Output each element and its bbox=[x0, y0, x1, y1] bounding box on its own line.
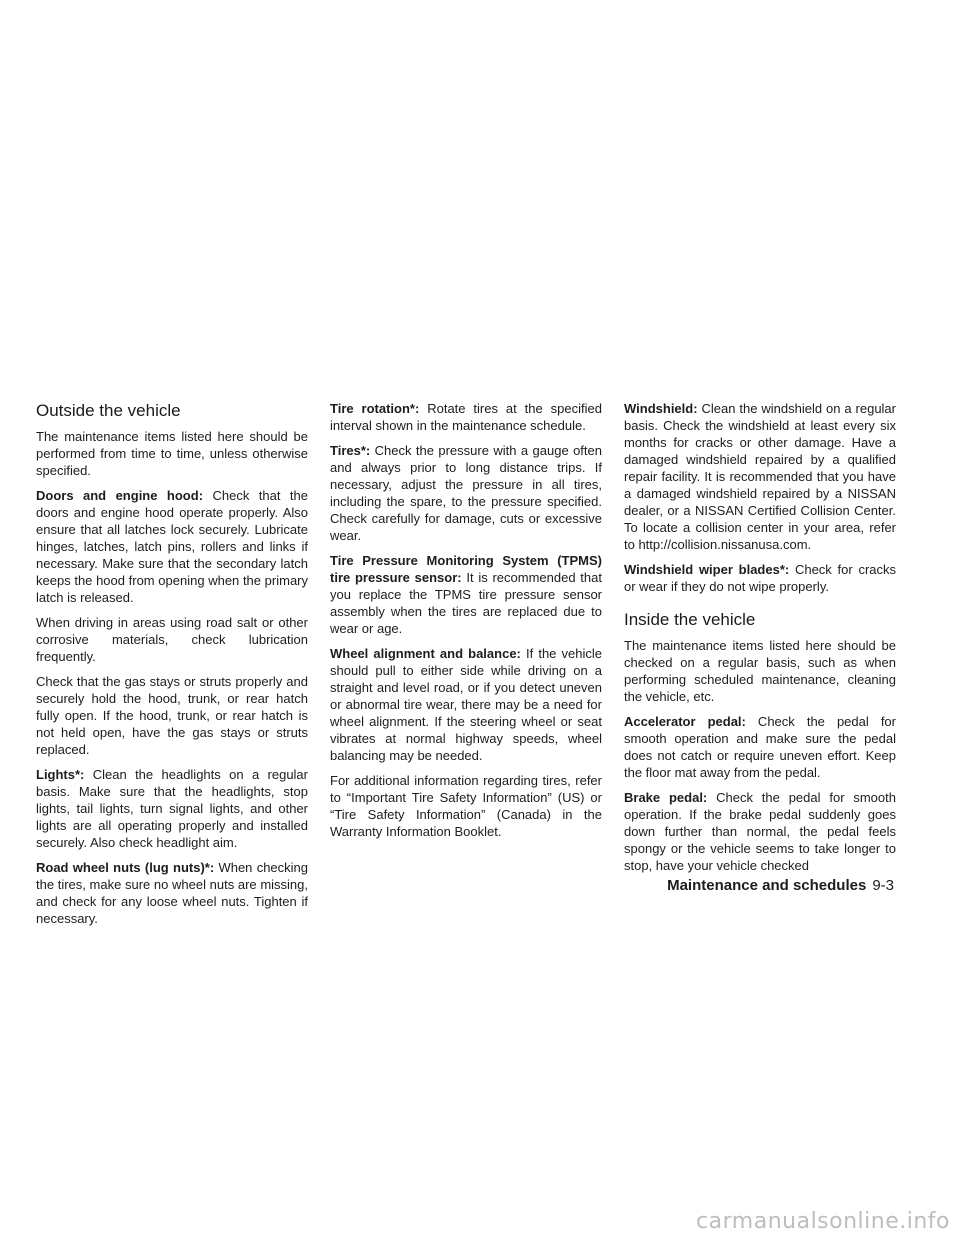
item-doors-engine-hood bbox=[36, 487, 308, 606]
term-alignment: Wheel alignment and balance: bbox=[330, 646, 521, 661]
text-wheel-nuts: When checking the tires, make sure no wheel nuts are missing, and check for any loose wheel nuts. Tighten if necessary. bbox=[36, 860, 308, 926]
term-wiper: Windshield wiper blades*: bbox=[624, 562, 790, 577]
term-lights: Lights*: bbox=[36, 767, 85, 782]
section-heading-inside: Inside the vehicle bbox=[624, 610, 756, 629]
outside-intro: The maintenance items listed here should be performed from time to time, unless otherwise specified. bbox=[36, 429, 308, 478]
text-accelerator: Check the pedal for smooth operation and make sure the pedal does not catch or require uneven effort. Keep the floor mat away from the pedal. bbox=[624, 714, 896, 780]
paragraph-road-salt: When driving in areas using road salt or other corrosive materials, check lubrication frequently. bbox=[36, 615, 308, 664]
term-doors: Doors and engine hood: bbox=[36, 488, 204, 503]
item-tpms-sensor bbox=[330, 552, 602, 637]
item-tires bbox=[330, 442, 602, 544]
text-brake: Check the pedal for smooth operation. If the brake pedal suddenly goes down further than normal, the pedal feels spongy or the vehicle seems to take longer to stop, have your vehicle checked bbox=[624, 790, 896, 873]
text-tire-rotation: Rotate tires at the specified interval shown in the maintenance schedule. bbox=[330, 401, 602, 433]
term-tires: Tires*: bbox=[330, 443, 371, 458]
page-number: 9-3 bbox=[872, 877, 894, 894]
text-alignment: If the vehicle should pull to either side while driving on a straight and level road, or if you detect uneven or abnormal tire wear, there may be a need for wheel alignment. If the steering wheel or seat vibrates at normal highway speeds, wheel balancing may be needed. bbox=[330, 646, 602, 763]
column-3 bbox=[624, 400, 896, 882]
watermark: carmanualsonline.info bbox=[696, 1209, 950, 1234]
column-1 bbox=[36, 400, 308, 935]
term-windshield: Windshield: bbox=[624, 401, 698, 416]
section-heading-outside: Outside the vehicle bbox=[36, 401, 181, 420]
column-2 bbox=[330, 400, 602, 848]
item-wheel-alignment bbox=[330, 645, 602, 764]
footer-section-title: Maintenance and schedules bbox=[667, 877, 867, 894]
text-lights: Clean the headlights on a regular basis. Make sure that the headlights, stop lights, tail lights, turn signal lights, and other lights are all operating properly and installed securely. Also check headlight aim. bbox=[36, 767, 308, 850]
item-brake-pedal bbox=[624, 789, 896, 874]
term-tpms: Tire Pressure Monitoring System (TPMS) tire pressure sensor: bbox=[330, 553, 602, 585]
item-wiper-blades bbox=[624, 561, 896, 595]
paragraph-gas-stays: Check that the gas stays or struts properly and securely hold the hood, trunk, or rear hatch fully open. If the hood, trunk, or rear hatch is not held open, have the gas stays or struts replaced. bbox=[36, 674, 308, 757]
item-windshield bbox=[624, 400, 896, 553]
term-brake: Brake pedal: bbox=[624, 790, 708, 805]
item-accelerator-pedal bbox=[624, 713, 896, 781]
item-lights bbox=[36, 766, 308, 851]
text-tpms: It is recommended that you replace the TPMS tire pressure sensor assembly when the tires are replaced due to wear or age. bbox=[330, 570, 602, 636]
term-wheel-nuts: Road wheel nuts (lug nuts)*: bbox=[36, 860, 215, 875]
text-windshield: Clean the windshield on a regular basis. Check the windshield at least every six months for cracks or other damage. Have a damaged windshield repaired by a qualified repair facility. It is recommended that you have a damaged windshield repaired by a NISSAN dealer, or a NISSAN Certified Collision Center. To locate a collision center in your area, refer to http://collision.nissanusa.com. bbox=[624, 401, 896, 552]
term-accelerator: Accelerator pedal: bbox=[624, 714, 746, 729]
page-footer bbox=[667, 876, 894, 896]
inside-intro: The maintenance items listed here should be checked on a regular basis, such as when performing scheduled maintenance, cleaning the vehicle, etc. bbox=[624, 638, 896, 704]
term-tire-rotation: Tire rotation*: bbox=[330, 401, 420, 416]
paragraph-additional-info: For additional information regarding tires, refer to “Important Tire Safety Information” (US) or “Tire Safety Information” (Canada) in the Warranty Information Booklet. bbox=[330, 773, 602, 839]
item-tire-rotation bbox=[330, 400, 602, 434]
text-tires: Check the pressure with a gauge often and always prior to long distance trips. If necessary, adjust the pressure in all tires, including the spare, to the pressure specified. Check carefully for damage, cuts or excessive wear. bbox=[330, 443, 602, 543]
item-road-wheel-nuts bbox=[36, 859, 308, 927]
text-doors: Check that the doors and engine hood operate properly. Also ensure that all latches lock securely. Lubricate hinges, latches, latch pins, rollers and links if necessary. Make sure that the secondary latch keeps the hood from opening when the primary latch is released. bbox=[36, 488, 308, 605]
text-wiper: Check for cracks or wear if they do not wipe properly. bbox=[624, 562, 896, 594]
